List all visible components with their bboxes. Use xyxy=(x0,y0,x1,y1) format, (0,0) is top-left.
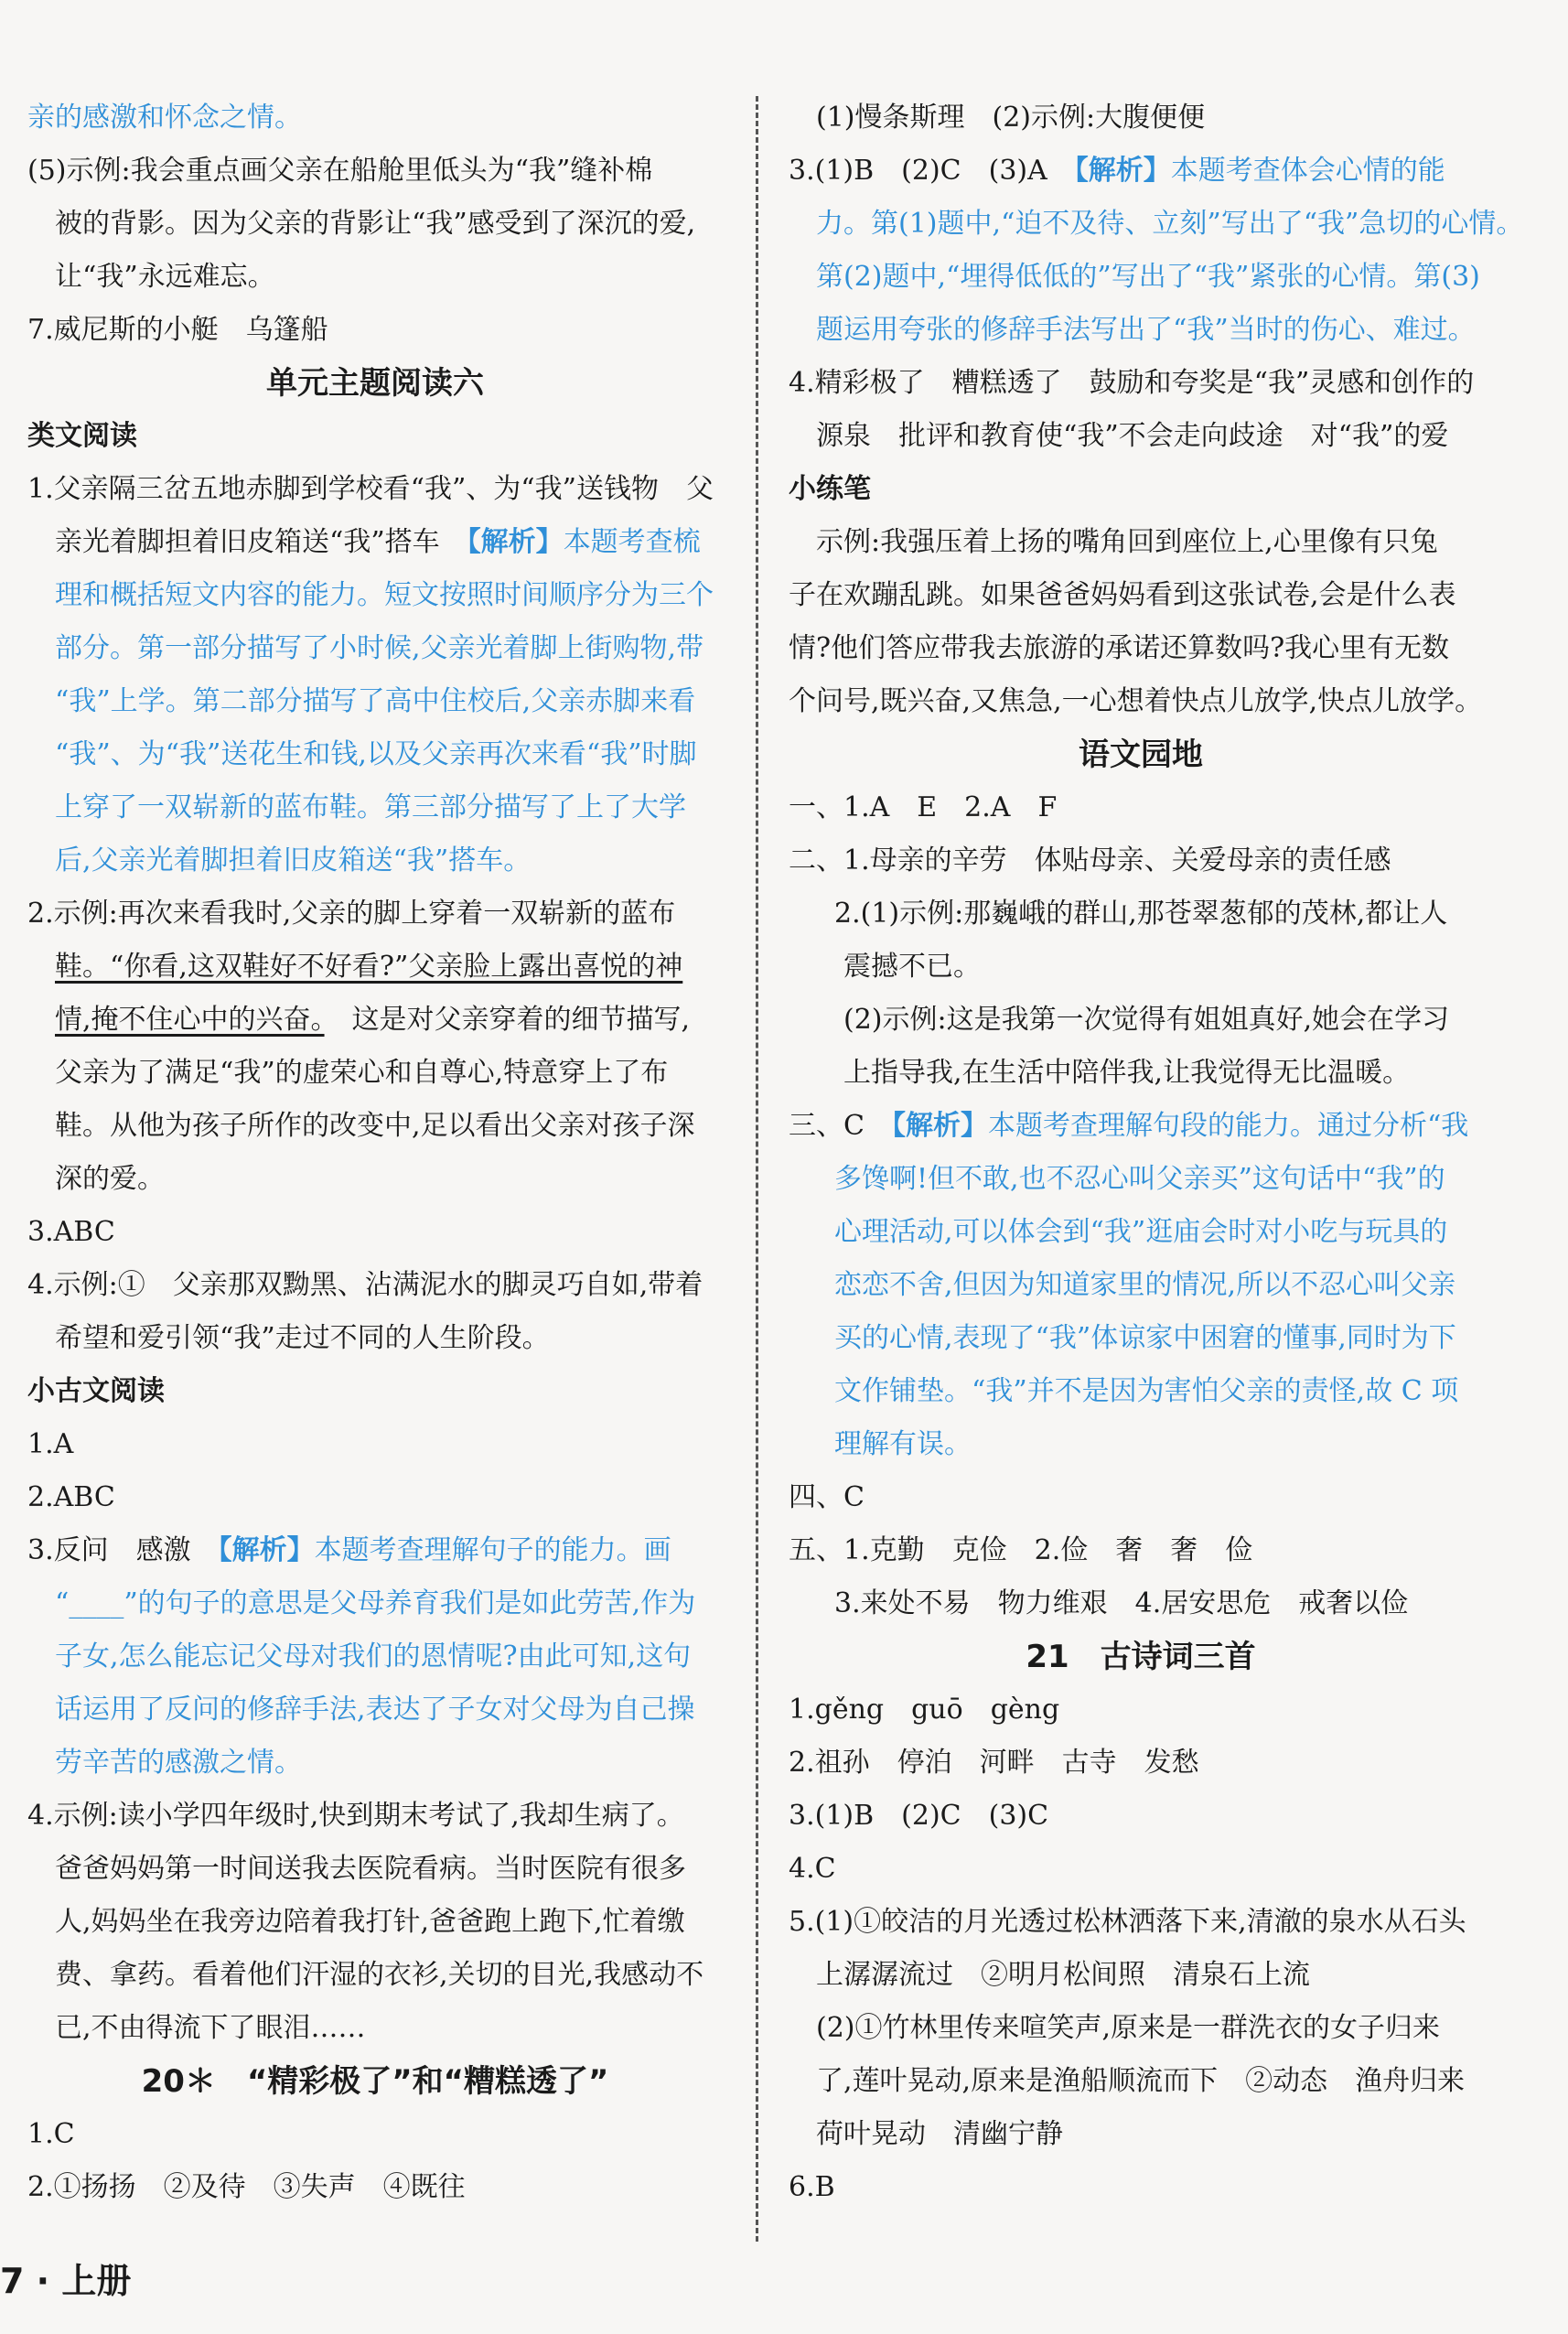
line-part: 亲光着脚担着旧皮箱送“我”搭车 xyxy=(55,526,440,558)
text-line: 上潺潺流过 ②明月松间照 清泉石上流 xyxy=(816,1959,1310,1991)
text-line xyxy=(27,994,723,1047)
text-line: 示例:我强压着上扬的嘴角回到座位上,心里像有只兔 xyxy=(816,526,1438,558)
text-line: “____”的句子的意思是父母养育我们是如此劳苦,作为 xyxy=(55,1587,696,1619)
text-line: 1.A xyxy=(27,1428,74,1460)
text-line: 人,妈妈坐在我旁边陪着我打针,爸爸跑上跑下,忙着缴 xyxy=(55,1906,685,1938)
text-line: 子女,怎么能忘记父母对我们的恩情呢?由此可知,这句 xyxy=(55,1640,692,1673)
text-line: 第(2)题中,“埋得低低的”写出了“我”紧张的心情。第(3) xyxy=(816,261,1480,293)
text-line xyxy=(27,1524,723,1577)
text-line: 1.gěng guō gèng xyxy=(789,1694,1060,1726)
text-line: 心理活动,可以体会到“我”逛庙会时对小吃与玩具的 xyxy=(834,1216,1448,1248)
text-line: 让“我”永远难忘。 xyxy=(55,261,275,293)
text-line: 力。第(1)题中,“迫不及待、立刻”写出了“我”急切的心情。 xyxy=(816,208,1524,240)
text-line: 1.父亲隔三岔五地赤脚到学校看“我”、为“我”送钱物 父 xyxy=(27,473,714,505)
line-part: 这是对父亲穿着的细节描写, xyxy=(324,1004,691,1036)
text-line: 文作铺垫。“我”并不是因为害怕父亲的责怪,故 C 项 xyxy=(834,1375,1459,1407)
text-line: 4.示例:读小学四年级时,快到期末考试了,我却生病了。 xyxy=(27,1800,684,1832)
text-line xyxy=(789,145,1493,198)
text-line: 理解有误。 xyxy=(834,1428,972,1460)
text-line: 2.祖孙 停泊 河畔 古寺 发愁 xyxy=(789,1747,1199,1779)
text-line: (5)示例:我会重点画父亲在船舱里低头为“我”缝补棉 xyxy=(27,155,653,187)
text-line: 后,父亲光着脚担着旧皮箱送“我”搭车。 xyxy=(55,844,532,877)
section-title: 语文园地 xyxy=(1079,737,1203,773)
left-column xyxy=(27,91,723,2214)
right-column xyxy=(789,91,1524,2214)
text-line: 2.示例:再次来看我时,父亲的脚上穿着一双崭新的蓝布 xyxy=(27,898,676,930)
section-title: 21 古诗词三首 xyxy=(1026,1639,1256,1675)
text-line: 劳辛苦的感激之情。 xyxy=(55,1747,302,1779)
text-line: 4.C xyxy=(789,1853,836,1885)
text-line: 费、拿药。看着他们汗湿的衣衫,关切的目光,我感动不 xyxy=(55,1959,704,1991)
text-line: 亲的感激和怀念之情。 xyxy=(27,102,302,134)
line-part: 3.(1)B (2)C (3)A xyxy=(789,155,1047,187)
line-part: 3.反问 感激 xyxy=(27,1534,191,1566)
text-line: 题运用夸张的修辞手法写出了“我”当时的伤心、难过。 xyxy=(816,314,1476,346)
text-line: 2.(1)示例:那巍峨的群山,那苍翠葱郁的茂林,都让人 xyxy=(834,898,1448,930)
text-line: 二、1.母亲的辛劳 体贴母亲、关爱母亲的责任感 xyxy=(789,844,1391,877)
text-line: 3.ABC xyxy=(27,1216,115,1248)
analysis-text: 本题考查梳 xyxy=(563,526,701,558)
text-line: 话运用了反问的修辞手法,表达了子女对父母为自己操 xyxy=(55,1694,695,1726)
section-title: 单元主题阅读六 xyxy=(266,365,484,402)
text-line: 4.示例:① 父亲那双黝黑、沾满泥水的脚灵巧自如,带着 xyxy=(27,1269,703,1301)
text-line: 四、C xyxy=(789,1481,865,1513)
text-line: 上指导我,在生活中陪伴我,让我觉得无比温暖。 xyxy=(843,1057,1411,1089)
line-part: 三、C xyxy=(789,1110,865,1142)
subsection-heading: 类文阅读 xyxy=(27,420,137,452)
text-line: (2)示例:这是我第一次觉得有姐姐真好,她会在学习 xyxy=(843,1004,1450,1036)
analysis-tag: 【解析】 xyxy=(218,1534,315,1566)
analysis-tag: 【解析】 xyxy=(467,526,564,558)
text-line: 4.精彩极了 糟糕透了 鼓励和夸奖是“我”灵感和创作的 xyxy=(789,367,1475,399)
text-line: 五、1.克勤 克俭 2.俭 奢 奢 俭 xyxy=(789,1534,1253,1566)
text-line: 部分。第一部分描写了小时候,父亲光着脚上街购物,带 xyxy=(55,632,704,664)
subsection-heading: 小练笔 xyxy=(789,473,871,505)
text-line: 7.威尼斯的小艇 乌篷船 xyxy=(27,314,328,346)
text-line xyxy=(27,516,723,569)
text-line: 已,不由得流下了眼泪…… xyxy=(55,2012,366,2044)
column-divider xyxy=(756,96,758,2242)
text-line: 希望和爱引领“我”走过不同的人生阶段。 xyxy=(55,1322,550,1354)
text-line: 1.C xyxy=(27,2118,75,2150)
text-line: “我”、为“我”送花生和钱,以及父亲再次来看“我”时脚 xyxy=(55,738,697,770)
subsection-heading: 小古文阅读 xyxy=(27,1375,165,1407)
text-line: 5.(1)①皎洁的月光透过松林洒落下来,清澈的泉水从石头 xyxy=(789,1906,1466,1938)
page-footer: 7 · 上册 xyxy=(0,2261,132,2301)
text-line: 父亲为了满足“我”的虚荣心和自尊心,特意穿上了布 xyxy=(55,1057,669,1089)
analysis-text: 本题考查理解句子的能力。画 xyxy=(314,1534,671,1566)
text-line: 鞋。从他为孩子所作的改变中,足以看出父亲对孩子深 xyxy=(55,1110,695,1142)
text-line: 2.ABC xyxy=(27,1481,115,1513)
text-line: 震撼不已。 xyxy=(843,951,981,983)
text-line: 子在欢蹦乱跳。如果爸爸妈妈看到这张试卷,会是什么表 xyxy=(789,579,1456,611)
text-line: 3.来处不易 物力维艰 4.居安思危 戒奢以俭 xyxy=(834,1587,1409,1619)
analysis-tag: 【解析】 xyxy=(1074,155,1171,187)
section-title: 20＊ “精彩极了”和“糟糕透了” xyxy=(141,2063,609,2100)
text-line: 理和概括短文内容的能力。短文按照时间顺序分为三个 xyxy=(55,579,714,611)
text-line: 深的爱。 xyxy=(55,1163,165,1195)
text-line: 源泉 批评和教育使“我”不会走向歧途 对“我”的爱 xyxy=(816,420,1449,452)
text-line: 被的背影。因为父亲的背影让“我”感受到了深沉的爱, xyxy=(55,208,696,240)
text-line: 个问号,既兴奋,又焦急,一心想着快点儿放学,快点儿放学。 xyxy=(789,685,1483,717)
analysis-text: 本题考查体会心情的能 xyxy=(1170,155,1445,187)
underlined-part: 情,掩不住心中的兴奋。 xyxy=(55,1004,325,1036)
text-line: 3.(1)B (2)C (3)C xyxy=(789,1800,1049,1832)
text-line xyxy=(789,1100,1493,1153)
analysis-text: 本题考查理解句段的能力。通过分析“我 xyxy=(987,1110,1469,1142)
text-line: (2)①竹林里传来喧笑声,原来是一群洗衣的女子归来 xyxy=(816,2012,1441,2044)
text-line: 一、1.A E 2.A F xyxy=(789,791,1058,823)
text-line: 荷叶晃动 清幽宁静 xyxy=(816,2118,1063,2150)
text-line: (1)慢条斯理 (2)示例:大腹便便 xyxy=(816,102,1206,134)
analysis-tag: 【解析】 xyxy=(891,1110,988,1142)
text-line: 鞋。“你看,这双鞋好不好看?”父亲脸上露出喜悦的神 xyxy=(55,951,683,983)
text-line: 上穿了一双崭新的蓝布鞋。第三部分描写了上了大学 xyxy=(55,791,686,823)
text-line: 6.B xyxy=(789,2171,835,2203)
text-line: 了,莲叶晃动,原来是渔船顺流而下 ②动态 渔舟归来 xyxy=(816,2065,1466,2097)
text-line: 多馋啊!但不敢,也不忍心叫父亲买”这句话中“我”的 xyxy=(834,1163,1445,1195)
text-line: 买的心情,表现了“我”体谅家中困窘的懂事,同时为下 xyxy=(834,1322,1456,1354)
text-line: 恋恋不舍,但因为知道家里的情况,所以不忍心叫父亲 xyxy=(834,1269,1456,1301)
text-line: 爸爸妈妈第一时间送我去医院看病。当时医院有很多 xyxy=(55,1853,686,1885)
text-line: “我”上学。第二部分描写了高中住校后,父亲赤脚来看 xyxy=(55,685,696,717)
text-line: 2.①扬扬 ②及待 ③失声 ④既往 xyxy=(27,2171,466,2203)
text-line: 情?他们答应带我去旅游的承诺还算数吗?我心里有无数 xyxy=(789,632,1450,664)
